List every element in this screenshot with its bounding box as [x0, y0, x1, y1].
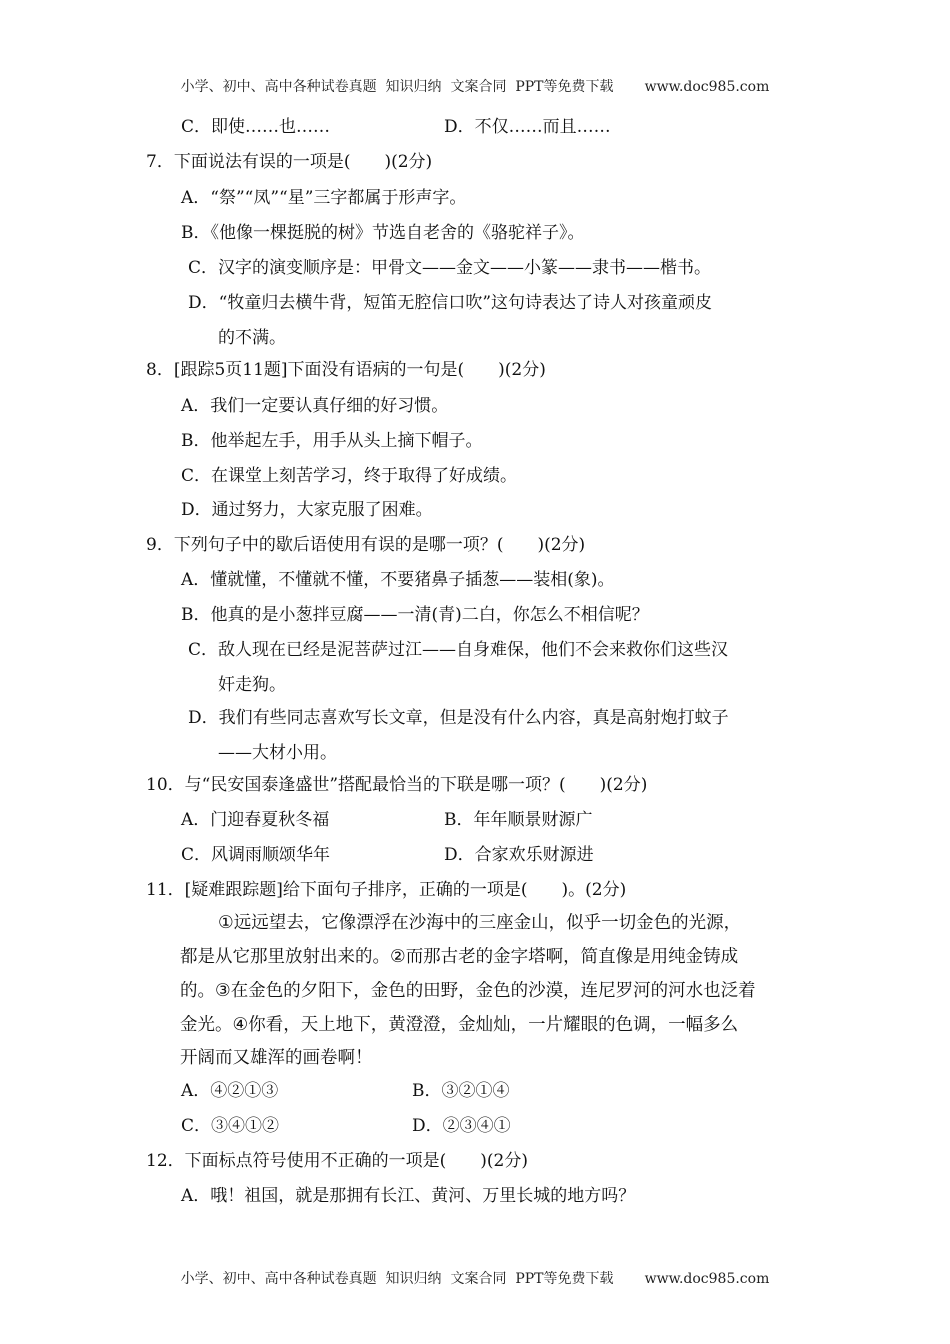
q8-option-b: B．他举起左手，用手从头上摘下帽子。: [181, 431, 483, 451]
q7-stem: 7．下面说法有误的一项是( )(2分): [146, 152, 433, 172]
q11-option-a: A．④②①③: [181, 1081, 279, 1101]
q6-option-c: C．即使……也……: [181, 117, 331, 137]
q6-option-d: D．不仅……而且……: [444, 117, 611, 137]
q10-option-c: C．风调雨顺颂华年: [181, 845, 331, 865]
q7-option-a: A．“祭”“凤”“星”三字都属于形声字。: [181, 188, 467, 208]
q11-passage-line-5: 开阔而又雄浑的画卷啊！: [180, 1048, 373, 1068]
q11-passage-line-4: 金光。④你看，天上地下，黄澄澄，金灿灿，一片耀眼的色调，一幅多么: [180, 1015, 739, 1035]
q8-stem: 8．[跟踪5页11题]下面没有语病的一句是( )(2分): [146, 360, 546, 380]
q9-option-d: D．我们有些同志喜欢写长文章，但是没有什么内容，真是高射炮打蚊子: [188, 708, 729, 728]
q9-option-a: A．懂就懂，不懂就不懂，不要猪鼻子插葱——装相(象)。: [181, 570, 615, 590]
q11-passage-line-1: ①远远望去，它像漂浮在沙海中的三座金山，似乎一切金色的光源，: [218, 913, 742, 933]
q9-option-c-cont: 奸走狗。: [218, 675, 286, 695]
page-header: 小学、初中、高中各种试卷真题 知识归纳 文案合同 PPT等免费下载 www.doc985.com: [180, 79, 770, 95]
q7-option-d-cont: 的不满。: [218, 328, 286, 348]
q8-option-c: C．在课堂上刻苦学习，终于取得了好成绩。: [181, 466, 518, 486]
q8-option-d: D．通过努力，大家克服了困难。: [181, 500, 433, 520]
q11-option-d: D．②③④①: [412, 1116, 511, 1136]
q12-option-a: A．哦！祖国，就是那拥有长江、黄河、万里长城的地方吗？: [181, 1186, 636, 1206]
q12-stem: 12．下面标点符号使用不正确的一项是( )(2分): [146, 1151, 528, 1171]
q10-stem: 10．与“民安国泰逢盛世”搭配最恰当的下联是哪一项？( )(2分): [146, 775, 648, 795]
q11-stem: 11．[疑难跟踪题]给下面句子排序，正确的一项是( )。(2分): [146, 880, 627, 900]
q9-option-b: B．他真的是小葱拌豆腐——一清(青)二白，你怎么不相信呢？: [181, 605, 649, 625]
q7-option-c: C．汉字的演变顺序是：甲骨文——金文——小篆——隶书——楷书。: [188, 258, 712, 278]
q10-option-d: D．合家欢乐财源进: [444, 845, 594, 865]
page-footer: 小学、初中、高中各种试卷真题 知识归纳 文案合同 PPT等免费下载 www.doc985.com: [180, 1271, 770, 1287]
q9-option-c: C．敌人现在已经是泥菩萨过江——自身难保，他们不会来救你们这些汉: [188, 640, 729, 660]
q10-option-b: B．年年顺景财源广: [444, 810, 593, 830]
q7-option-d: D．“牧童归去横牛背，短笛无腔信口吹”这句诗表达了诗人对孩童顽皮: [188, 293, 713, 313]
q7-option-b: B．《他像一棵挺脱的树》节选自老舍的《骆驼祥子》。: [181, 223, 585, 243]
q9-stem: 9．下列句子中的歇后语使用有误的是哪一项？( )(2分): [146, 535, 586, 555]
q11-passage-line-2: 都是从它那里放射出来的。②而那古老的金字塔啊，简直像是用纯金铸成: [180, 947, 739, 967]
q10-option-a: A．门迎春夏秋冬福: [181, 810, 330, 830]
q9-option-d-cont: ——大材小用。: [218, 743, 337, 763]
q11-option-b: B．③②①④: [412, 1081, 510, 1101]
q11-passage-line-3: 的。③在金色的夕阳下，金色的田野，金色的沙漠，连尼罗河的河水也泛着: [180, 981, 756, 1001]
q8-option-a: A．我们一定要认真仔细的好习惯。: [181, 396, 449, 416]
q11-option-c: C．③④①②: [181, 1116, 280, 1136]
